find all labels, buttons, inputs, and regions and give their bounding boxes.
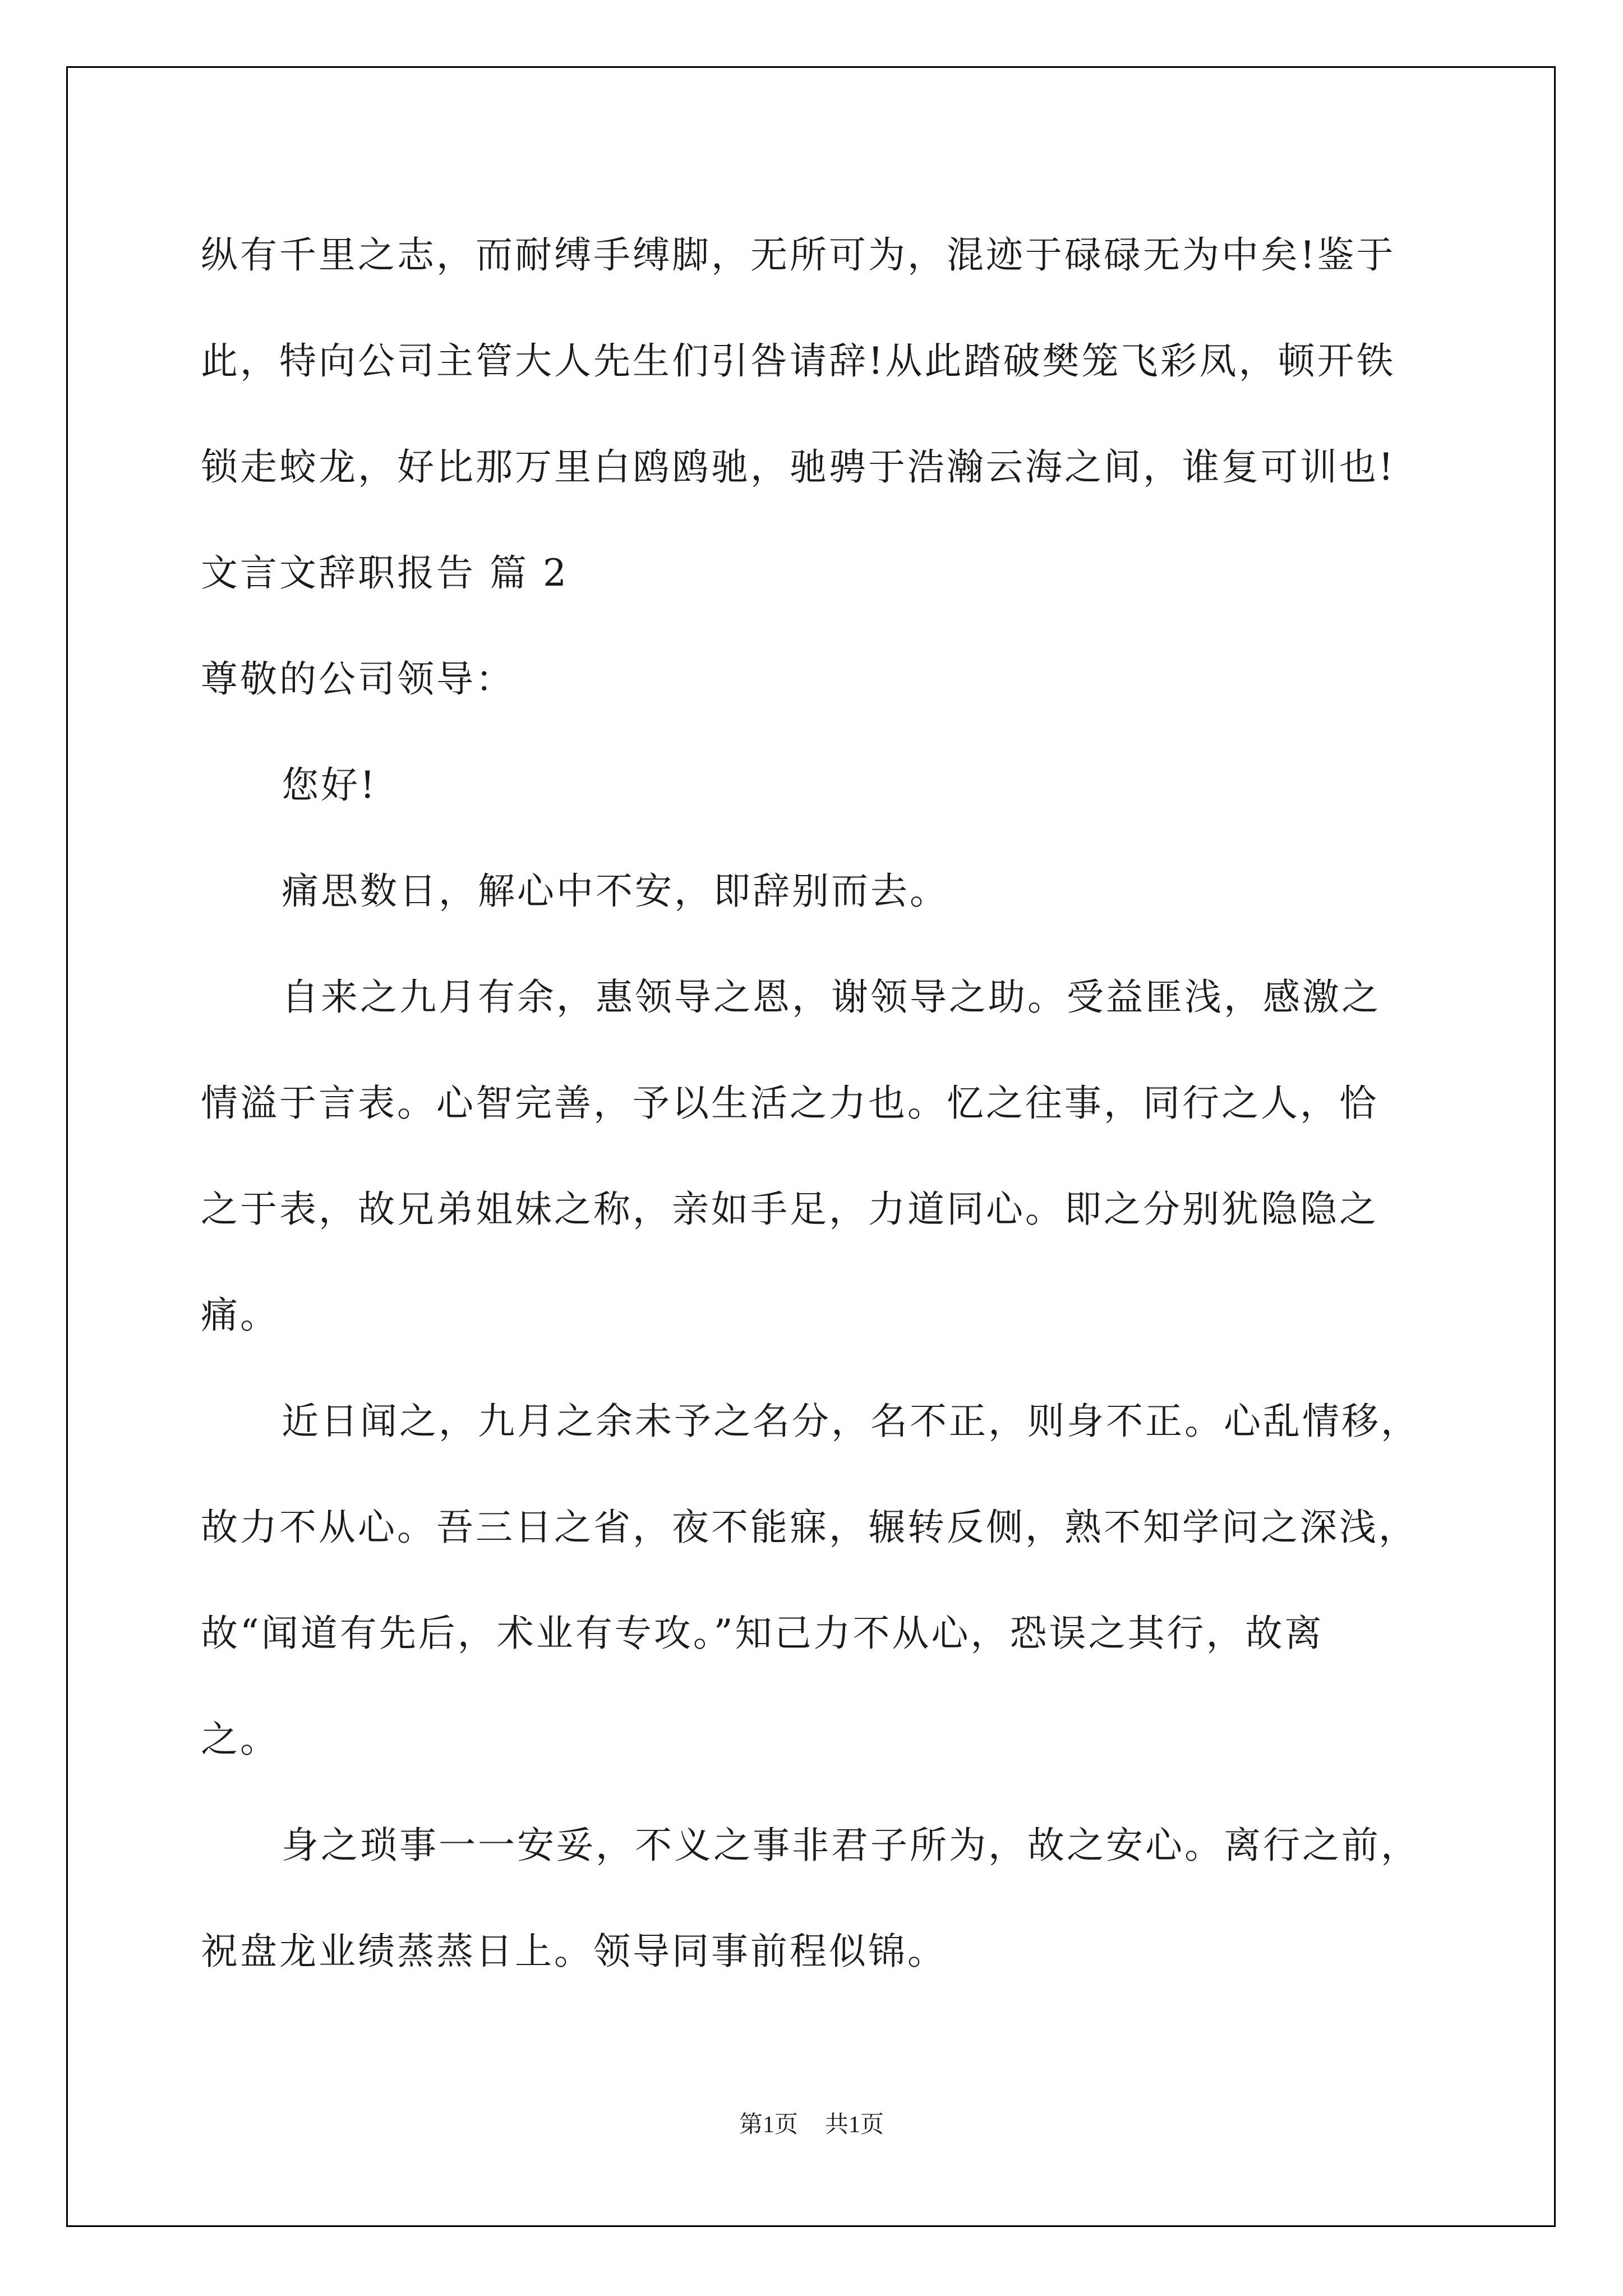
document-body — [201, 202, 1435, 2004]
page-number: 第1页 — [739, 2112, 798, 2138]
page-total: 共1页 — [825, 2112, 884, 2138]
section-heading: 文言文辞职报告 篇 2 — [201, 551, 569, 595]
body-line: 之。 — [201, 1718, 279, 1761]
page-footer — [0, 2106, 1623, 2139]
body-line: 纵有千里之志，而耐缚手缚脚，无所可为，混迹于碌碌无为中矣!鉴于 — [201, 233, 1396, 277]
body-line: 锁走蛟龙，好比那万里白鸥鸥驰，驰骋于浩瀚云海之间，谁复可训也! — [201, 445, 1396, 489]
body-line: 痛。 — [201, 1294, 279, 1337]
greeting: 您好! — [282, 763, 377, 807]
body-line: 身之琐事一一安妥，不义之事非君子所为，故之安心。离行之前， — [282, 1824, 1420, 1867]
body-line: 近日闻之，九月之余未予之名分，名不正，则身不正。心乱情移， — [282, 1400, 1420, 1443]
body-line: 故力不从心。吾三日之省，夜不能寐，辗转反侧，熟不知学问之深浅， — [201, 1506, 1418, 1549]
body-line: 之于表，故兄弟姐妹之称，亲如手足，力道同心。即之分别犹隐隐之 — [201, 1188, 1378, 1231]
body-line: 自来之九月有余，惠领导之恩，谢领导之助。受益匪浅，感激之 — [282, 976, 1381, 1019]
body-line: 痛思数日，解心中不安，即辞别而去。 — [282, 869, 949, 913]
body-line: 此，特向公司主管大人先生们引咎请辞!从此踏破樊笼飞彩凤，顿开铁 — [201, 339, 1396, 383]
salutation: 尊敬的公司领导： — [201, 657, 515, 701]
body-line: 情溢于言表。心智完善，予以生活之力也。忆之往事，同行之人，恰 — [201, 1082, 1378, 1125]
body-line: 故“闻道有先后，术业有专攻。”知己力不从心，恐误之其行，故离 — [201, 1612, 1324, 1655]
body-line: 祝盘龙业绩蒸蒸日上。领导同事前程似锦。 — [201, 1930, 947, 1973]
